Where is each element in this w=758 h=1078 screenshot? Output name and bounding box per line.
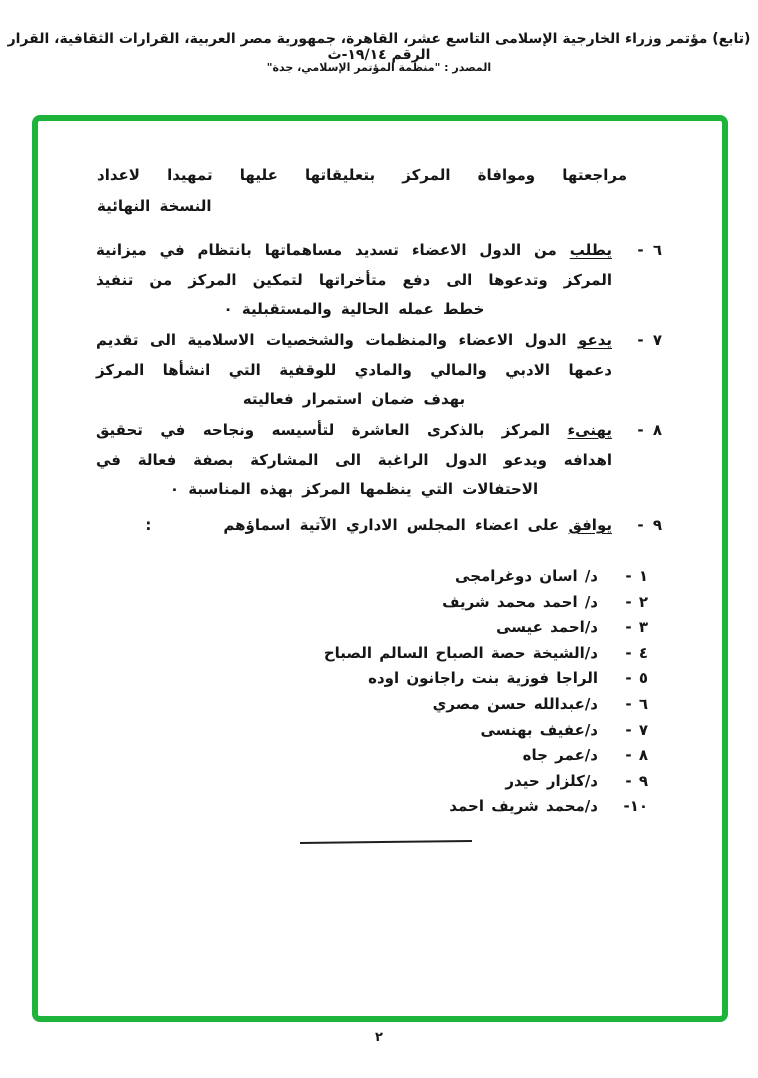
list-item-number: ٣ -	[625, 618, 648, 637]
list-item	[178, 564, 648, 590]
clause-number: ٦ -	[637, 241, 662, 259]
clause-line-text: المركز بالذكرى العاشرة لتأسيسه ونجاحه في تحقيق	[96, 421, 551, 439]
clause-keyword: يدعو	[578, 331, 612, 349]
member-name: د/كلزار حيدر	[505, 771, 598, 790]
list-item	[178, 641, 648, 667]
member-name: د/محمد شريف احمد	[449, 797, 598, 816]
list-item	[178, 743, 648, 769]
member-name: د/ اسان دوغرامجى	[455, 567, 598, 585]
resolution-clause-6	[96, 236, 662, 325]
clause-keyword: يوافق	[568, 516, 612, 534]
list-item	[178, 666, 648, 692]
clause-line: خطط عمله الحالية والمستقبلية ٠	[223, 300, 485, 318]
clause-line: بهدف ضمان استمرار فعاليته	[242, 390, 466, 408]
member-name: د/عفيف بهنسى	[480, 720, 598, 739]
clause-line: المركز وتدعوها الى دفع متأخراتها لتمكين المركز من تنفيذ	[96, 270, 612, 289]
list-item-number: ٢ -	[625, 592, 648, 611]
list-item-number: ٤ -	[625, 643, 648, 662]
clause-number: ٧ -	[637, 331, 662, 349]
list-item	[178, 590, 648, 616]
list-item-number: ٦ -	[625, 694, 648, 713]
list-item-number: ٧ -	[625, 720, 648, 739]
clause-line	[96, 236, 612, 266]
clause-keyword: يطلب	[569, 241, 612, 259]
clause-line	[96, 326, 612, 356]
document-source-line: المصدر : "منظمة المؤتمر الإسلامي، جدة"	[266, 61, 492, 74]
list-item-number: ٨ -	[625, 746, 648, 765]
member-name: د/احمد عيسى	[496, 618, 598, 637]
resolution-clause-8	[96, 416, 662, 505]
clause-line: الاحتفالات التي ينظمها المركز بهذه المناسبة ٠	[169, 480, 539, 498]
resolution-clause-7	[96, 326, 662, 415]
list-item-number: ٩ -	[625, 771, 648, 790]
member-name: د/ احمد محمد شريف	[442, 592, 598, 611]
clause-line-text: من الدول الاعضاء تسديد مساهماتها بانتظام في ميزانية	[96, 241, 557, 259]
member-name: د/الشيخة حصة الصباح السالم الصباح	[323, 643, 598, 662]
list-item	[178, 769, 648, 795]
clause-line-text: الدول الاعضاء والمنظمات والشخصيات الاسلامية الى تقديم	[96, 331, 567, 349]
intro-paragraph	[97, 160, 627, 222]
list-item	[178, 794, 648, 820]
list-item-number: ١ -	[625, 567, 648, 585]
member-name: د/عبدالله حسن مصري	[432, 694, 598, 713]
clause-line: دعمها الادبي والمالي والمادي للوقفية التي انشأها المركز	[96, 360, 612, 379]
intro-line: النسخة النهائية	[97, 197, 212, 215]
member-name: د/عمر جاه	[522, 746, 598, 765]
intro-line: مراجعتها وموافاة المركز بتعليقاتها عليها تمهيدا لاعداد	[97, 166, 627, 184]
list-item	[178, 692, 648, 718]
clause-number: ٨ -	[637, 421, 662, 439]
clause-line-text: على اعضاء المجلس الاداري الآتية اسماؤهم	[223, 516, 560, 534]
list-item	[178, 615, 648, 641]
document-header-title: (تابع) مؤتمر وزراء الخارجية الإسلامى التاسع عشر، القاهرة، جمهورية مصر العربية، القرارات الثقافية، القرار الرقم ١٩/١٤-ث	[7, 31, 751, 63]
clause-line	[96, 416, 612, 446]
clause-colon: :	[145, 516, 152, 534]
list-item-number: ١٠-	[623, 797, 648, 816]
board-members-list	[178, 564, 648, 820]
clause-number: ٩ -	[637, 516, 662, 534]
clause-line: اهدافه ويدعو الدول الراغبة الى المشاركة بصفة فعالة في	[96, 450, 612, 469]
list-item	[178, 718, 648, 744]
page-number: ٢	[375, 1030, 383, 1045]
list-item-number: ٥ -	[625, 669, 648, 688]
resolution-clause-9	[96, 511, 662, 541]
clause-keyword: يهنىء	[567, 421, 612, 439]
clause-line	[96, 511, 612, 541]
member-name: الراجا فوزية بنت راجانون اوده	[368, 669, 598, 688]
